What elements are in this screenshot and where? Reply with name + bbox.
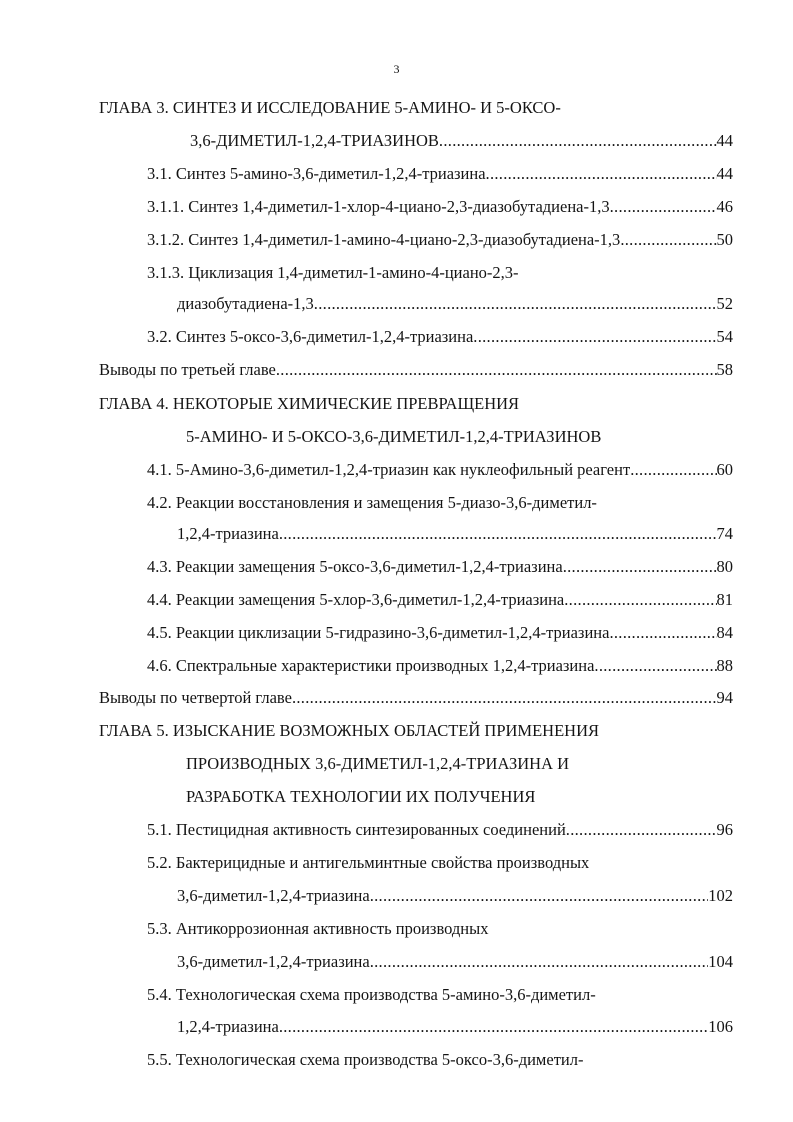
toc-entry-title: ГЛАВА 4. НЕКОТОРЫЕ ХИМИЧЕСКИЕ ПРЕВРАЩЕНИЯ — [99, 394, 520, 413]
toc-entry-title: 5.3. Антикоррозионная активность производных — [147, 919, 489, 938]
toc-entry — [147, 197, 733, 217]
toc-entry-title: 4.4. Реакции замещения 5-хлор-3,6-диметил-1,2,4-триазина — [147, 590, 565, 609]
toc-entry-title: 5.5. Технологическая схема производства 5-оксо-3,6-диметил- — [147, 1050, 584, 1069]
dot-leader — [564, 590, 716, 610]
dot-leader — [630, 460, 716, 480]
toc-entry-title: 4.1. 5-Амино-3,6-диметил-1,2,4-триазин как нуклеофильный реагент — [147, 460, 631, 479]
toc-entry — [147, 919, 488, 939]
toc-entry-title: РАЗРАБОТКА ТЕХНОЛОГИИ ИХ ПОЛУЧЕНИЯ — [186, 787, 536, 806]
toc-entry — [147, 656, 733, 676]
toc-entry — [99, 394, 519, 414]
toc-entry-page: 81 — [716, 590, 733, 609]
toc-entry-title: 3.2. Синтез 5-оксо-3,6-диметил-1,2,4-триазина — [147, 327, 474, 346]
dot-leader — [473, 327, 716, 347]
toc-entry-title: Выводы по четвертой главе — [99, 688, 292, 707]
toc-entry-title: 5.1. Пестицидная активность синтезированных соединений — [147, 820, 566, 839]
toc-entry — [147, 460, 733, 480]
toc-entry — [177, 1017, 733, 1037]
toc-entry-page: 84 — [716, 623, 733, 642]
toc-entry-page: 50 — [716, 230, 733, 249]
toc-entry-title: 4.2. Реакции восстановления и замещения 5-диазо-3,6-диметил- — [147, 493, 597, 512]
toc-entry-title: 3.1.2. Синтез 1,4-диметил-1-амино-4-циано-2,3-диазобутадиена-1,3 — [147, 230, 621, 249]
toc-entry-page: 58 — [716, 360, 733, 379]
toc-entry — [147, 590, 733, 610]
toc-entry — [99, 98, 561, 118]
toc-entry-title: 3,6-ДИМЕТИЛ-1,2,4-ТРИАЗИНОВ — [190, 131, 439, 150]
toc-entry-page: 74 — [716, 524, 733, 543]
toc-entry — [147, 623, 733, 643]
toc-entry-page: 106 — [708, 1017, 733, 1036]
toc-entry-title: 4.5. Реакции циклизации 5-гидразино-3,6-диметил-1,2,4-триазина — [147, 623, 610, 642]
toc-entry — [147, 230, 733, 250]
toc-entry — [147, 493, 597, 513]
toc-entry-title: 3.1.3. Циклизация 1,4-диметил-1-амино-4-циано-2,3- — [147, 263, 519, 282]
dot-leader — [486, 164, 717, 184]
dot-leader — [594, 656, 716, 676]
dot-leader — [370, 886, 709, 906]
dot-leader — [279, 1017, 708, 1037]
toc-entry-page: 102 — [708, 886, 733, 905]
toc-entry — [147, 327, 733, 347]
dot-leader — [276, 360, 717, 380]
toc-entry — [190, 131, 733, 151]
toc-entry — [177, 524, 733, 544]
toc-entry-title: 4.3. Реакции замещения 5-оксо-3,6-диметил-1,2,4-триазина — [147, 557, 563, 576]
toc-entry — [147, 853, 589, 873]
toc-entry-page: 94 — [716, 688, 733, 707]
dot-leader — [292, 688, 717, 708]
toc-entry-title: 3.1. Синтез 5-амино-3,6-диметил-1,2,4-триазина — [147, 164, 486, 183]
toc-entry — [177, 886, 733, 906]
toc-entry — [147, 820, 733, 840]
toc-entry-page: 60 — [716, 460, 733, 479]
toc-entry — [177, 294, 733, 314]
toc-entry-title: 5.2. Бактерицидные и антигельминтные свойства производных — [147, 853, 590, 872]
dot-leader — [609, 623, 716, 643]
toc-entry-page: 52 — [716, 294, 733, 313]
toc-entry — [186, 787, 535, 807]
dot-leader — [610, 197, 717, 217]
toc-entry-page: 44 — [716, 164, 733, 183]
toc-entry — [186, 427, 601, 447]
toc-entry — [147, 985, 596, 1005]
dot-leader — [370, 952, 709, 972]
dot-leader — [279, 524, 717, 544]
toc-entry-page: 88 — [716, 656, 733, 675]
toc-entry-title: ПРОИЗВОДНЫХ 3,6-ДИМЕТИЛ-1,2,4-ТРИАЗИНА И — [186, 754, 570, 773]
toc-entry-title: 3.1.1. Синтез 1,4-диметил-1-хлор-4-циано-2,3-диазобутадиена-1,3 — [147, 197, 610, 216]
toc-entry-page: 54 — [716, 327, 733, 346]
toc-entry-page: 44 — [716, 131, 733, 150]
toc-entry-title: 3,6-диметил-1,2,4-триазина — [177, 886, 370, 905]
toc-entry — [186, 754, 569, 774]
toc-entry-page: 46 — [716, 197, 733, 216]
toc-entry — [99, 721, 599, 741]
toc-entry — [99, 688, 733, 708]
toc-entry-title: ГЛАВА 3. СИНТЕЗ И ИССЛЕДОВАНИЕ 5-АМИНО- И 5-ОКСО- — [99, 98, 561, 117]
toc-entry-title: 4.6. Спектральные характеристики производных 1,2,4-триазина — [147, 656, 595, 675]
dot-leader — [563, 557, 717, 577]
toc-entry-title: 1,2,4-триазина — [177, 1017, 279, 1036]
toc-entry — [147, 557, 733, 577]
dot-leader — [566, 820, 717, 840]
toc-entry-title: 5.4. Технологическая схема производства 5-амино-3,6-диметил- — [147, 985, 596, 1004]
toc-entry-title: Выводы по третьей главе — [99, 360, 276, 379]
dot-leader — [314, 294, 717, 314]
toc-entry-title: 3,6-диметил-1,2,4-триазина — [177, 952, 370, 971]
toc-entry — [99, 360, 733, 380]
toc-entry — [147, 1050, 583, 1070]
toc-entry-page: 80 — [716, 557, 733, 576]
toc-entry — [147, 164, 733, 184]
dot-leader — [620, 230, 716, 250]
toc-entry — [177, 952, 733, 972]
toc-entry-title: 5-АМИНО- И 5-ОКСО-3,6-ДИМЕТИЛ-1,2,4-ТРИАЗИНОВ — [186, 427, 602, 446]
toc-entry — [147, 263, 519, 283]
toc-entry-title: 1,2,4-триазина — [177, 524, 279, 543]
page-number: 3 — [393, 62, 400, 76]
toc-entry-title: диазобутадиена-1,3 — [177, 294, 314, 313]
toc-entry-page: 96 — [716, 820, 733, 839]
toc-entry-title: ГЛАВА 5. ИЗЫСКАНИЕ ВОЗМОЖНЫХ ОБЛАСТЕЙ ПРИМЕНЕНИЯ — [99, 721, 599, 740]
toc-entry-page: 104 — [708, 952, 733, 971]
dot-leader — [439, 131, 717, 151]
